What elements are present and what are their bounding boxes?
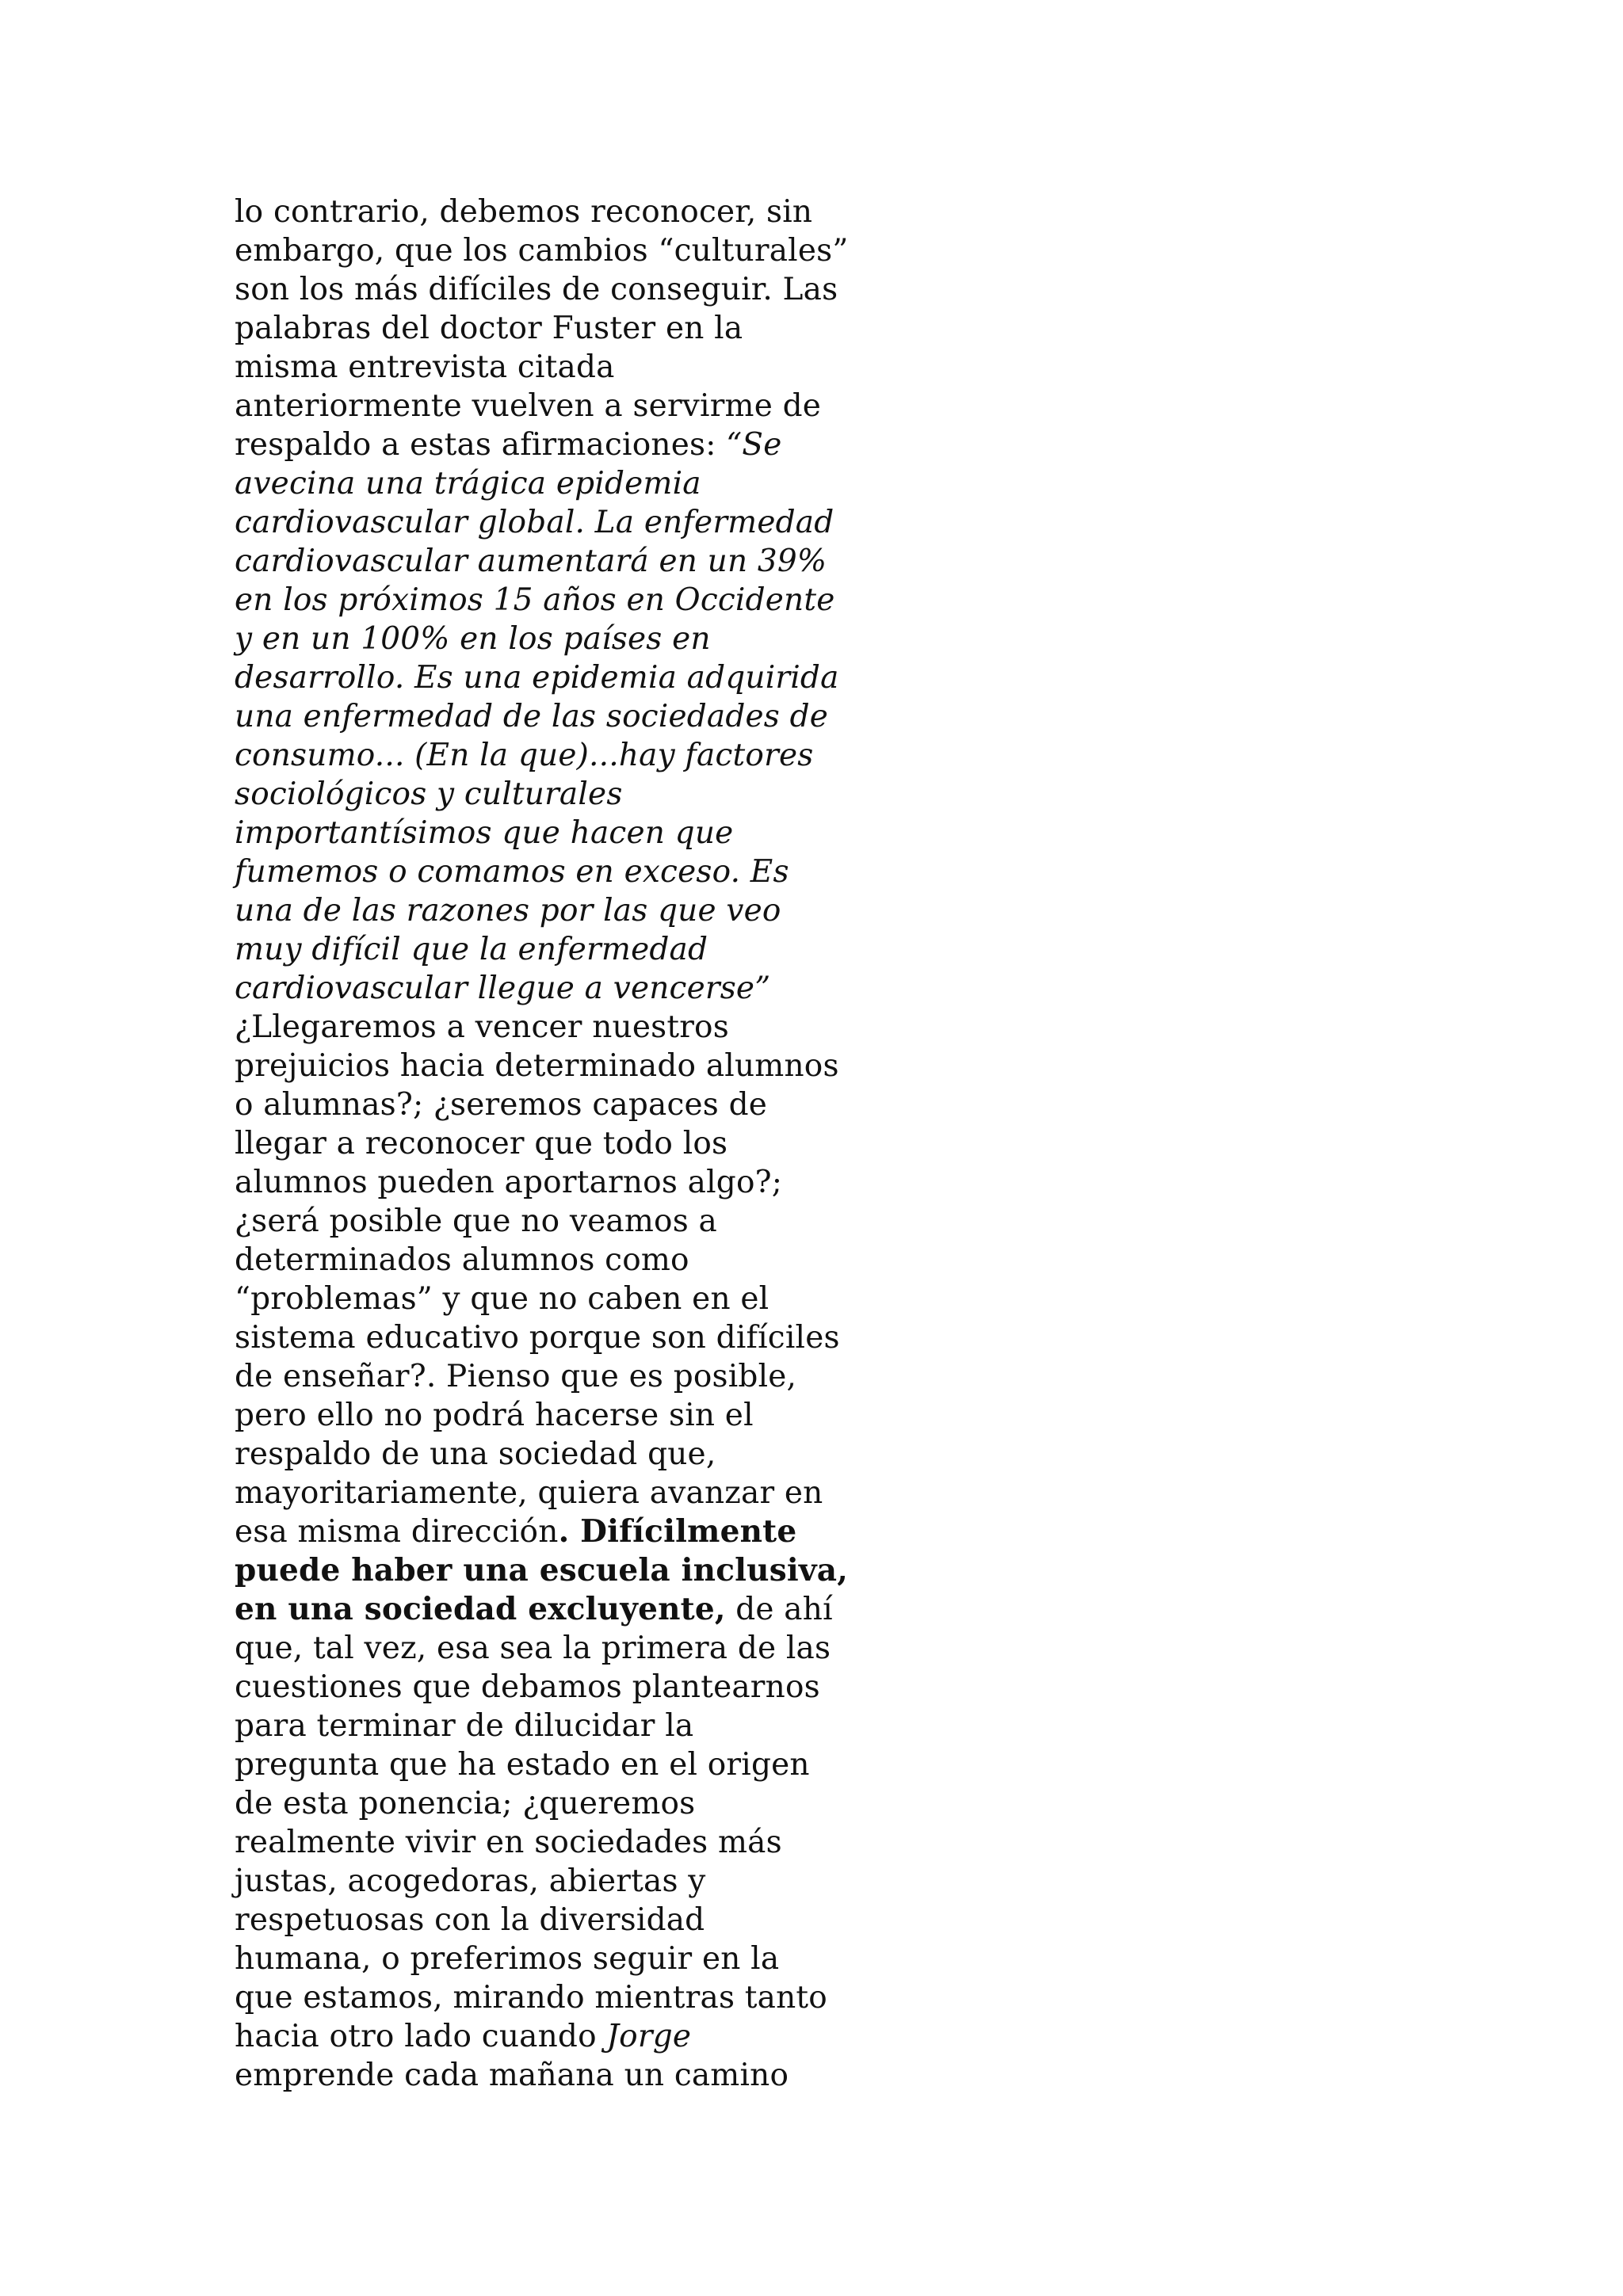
text-line (235, 658, 884, 697)
text-line (235, 1745, 884, 1784)
text-line (235, 1668, 884, 1707)
text-segment: pregunta que ha estado en el origen (235, 1747, 810, 1783)
text-segment: respetuosas con la diversidad (235, 1902, 705, 1938)
text-line (235, 1280, 884, 1318)
text-line (235, 1551, 884, 1590)
text-line (235, 736, 884, 775)
text-segment: anteriormente vuelven a servirme de (235, 388, 822, 424)
text-segment: cardiovascular global. La enfermedad (235, 505, 834, 540)
text-line (235, 891, 884, 930)
text-segment: “problemas” y que no caben en el (235, 1281, 769, 1317)
text-line (235, 775, 884, 814)
text-segment: son los más difíciles de conseguir. Las (235, 272, 838, 307)
text-segment: humana, o preferimos seguir en la (235, 1941, 780, 1977)
text-line (235, 1939, 884, 1978)
text-segment: en una sociedad excluyente, (235, 1591, 726, 1627)
text-line (235, 1357, 884, 1396)
text-line (235, 1474, 884, 1512)
text-segment: respaldo a estas afirmaciones: (235, 427, 727, 463)
text-segment: . Difícilmente (558, 1513, 797, 1550)
text-line (235, 1085, 884, 1124)
text-line (235, 2017, 884, 2056)
text-segment: palabras del doctor Fuster en la (235, 311, 743, 346)
text-segment: una enfermedad de las sociedades de (235, 699, 829, 734)
text-line (235, 814, 884, 852)
text-line (235, 425, 884, 464)
text-line (235, 348, 884, 387)
text-segment: puede haber una escuela inclusiva, (235, 1552, 849, 1589)
text-line (235, 581, 884, 620)
text-line (235, 1008, 884, 1047)
text-line (235, 1978, 884, 2017)
text-segment: ¿será posible que no veamos a (235, 1203, 717, 1239)
text-line (235, 697, 884, 736)
text-line (235, 1862, 884, 1901)
text-segment: cuestiones que debamos plantearnos (235, 1669, 820, 1705)
text-line (235, 1435, 884, 1474)
body-text-column (235, 193, 884, 2095)
text-line (235, 1629, 884, 1668)
text-segment: esa misma dirección (235, 1514, 559, 1550)
text-line (235, 1047, 884, 1085)
text-line (235, 620, 884, 658)
text-segment: “Se (726, 427, 782, 463)
text-segment: sociológicos y culturales (235, 776, 623, 812)
text-segment: hacia otro lado cuando (235, 2019, 607, 2054)
text-segment: o alumnas?; ¿seremos capaces de (235, 1087, 768, 1123)
text-segment: sistema educativo porque son difíciles (235, 1320, 840, 1356)
text-segment: fumemos o comamos en exceso. Es (235, 854, 789, 890)
text-segment: llegar a reconocer que todo los (235, 1126, 728, 1161)
text-line (235, 1823, 884, 1862)
text-line (235, 1124, 884, 1163)
text-line (235, 1901, 884, 1939)
text-segment: y en un 100% en los países en (235, 621, 711, 657)
text-segment: en los próximos 15 años en Occidente (235, 582, 835, 618)
text-segment: importantísimos que hacen que (235, 815, 734, 851)
text-line (235, 1318, 884, 1357)
text-line (235, 309, 884, 348)
text-line (235, 542, 884, 581)
text-line (235, 969, 884, 1008)
text-line (235, 503, 884, 542)
text-segment: de ahí (725, 1592, 833, 1627)
text-segment: cardiovascular aumentará en un 39% (235, 543, 827, 579)
text-segment: embargo, que los cambios “culturales” (235, 233, 849, 269)
text-segment: ¿Llegaremos a vencer nuestros (235, 1009, 729, 1045)
text-segment: desarrollo. Es una epidemia adquirida (235, 660, 839, 696)
text-line (235, 464, 884, 503)
text-segment: prejuicios hacia determinado alumnos (235, 1048, 839, 1084)
text-segment: determinados alumnos como (235, 1242, 689, 1278)
text-line (235, 193, 884, 231)
text-line (235, 852, 884, 891)
text-segment: de esta ponencia; ¿queremos (235, 1786, 696, 1821)
text-segment: respaldo de una sociedad que, (235, 1436, 716, 1472)
text-segment: pero ello no podrá hacerse sin el (235, 1398, 754, 1433)
text-line (235, 1396, 884, 1435)
text-segment: cardiovascular llegue a vencerse” (235, 971, 771, 1006)
text-line (235, 1202, 884, 1241)
text-segment: lo contrario, debemos reconocer, sin (235, 194, 813, 230)
text-line (235, 1707, 884, 1745)
text-line (235, 1241, 884, 1280)
text-line (235, 2056, 884, 2095)
text-segment: para terminar de dilucidar la (235, 1708, 694, 1744)
text-segment: realmente vivir en sociedades más (235, 1825, 782, 1860)
text-line (235, 1512, 884, 1551)
text-line (235, 930, 884, 969)
text-segment: emprende cada mañana un camino (235, 2058, 789, 2093)
text-segment: que, tal vez, esa sea la primera de las (235, 1630, 831, 1666)
text-segment: de enseñar?. Pienso que es posible, (235, 1359, 797, 1394)
text-segment: muy difícil que la enfermedad (235, 932, 708, 967)
text-line (235, 387, 884, 425)
text-line (235, 1163, 884, 1202)
text-segment: misma entrevista citada (235, 349, 615, 385)
text-segment: que estamos, mirando mientras tanto (235, 1980, 827, 2016)
text-segment: consumo... (En la que)...hay factores (235, 738, 814, 773)
text-line (235, 1590, 884, 1629)
text-segment: mayoritariamente, quiera avanzar en (235, 1475, 823, 1511)
text-segment: avecina una trágica epidemia (235, 466, 701, 502)
text-segment: justas, acogedoras, abiertas y (235, 1863, 706, 1899)
text-line (235, 1784, 884, 1823)
text-line (235, 270, 884, 309)
text-line (235, 231, 884, 270)
text-segment: alumnos pueden aportarnos algo?; (235, 1165, 783, 1200)
text-segment: Jorge (606, 2019, 692, 2054)
text-segment: una de las razones por las que veo (235, 893, 781, 929)
